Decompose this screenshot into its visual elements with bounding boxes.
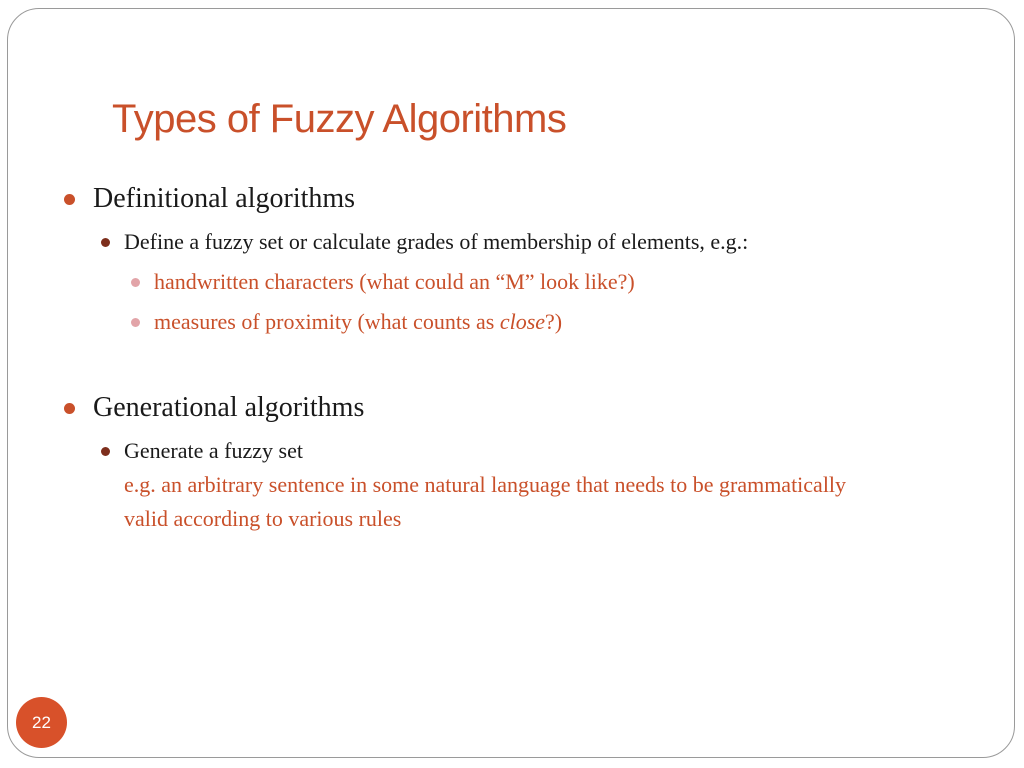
example-handwritten: handwritten characters (what could an “M” look like?)	[154, 269, 635, 294]
generational-note-line2: valid according to various rules	[124, 506, 402, 531]
section-sub-generational: Generate a fuzzy set	[124, 438, 303, 463]
slide-title: Types of Fuzzy Algorithms	[112, 97, 567, 141]
bullet-icon	[131, 278, 140, 287]
bullet-icon	[131, 318, 140, 327]
example-proximity-emphasis: close	[499, 309, 546, 334]
bullet-icon	[101, 238, 110, 247]
section-sub-definitional: Define a fuzzy set or calculate grades of membership of elements, e.g.:	[124, 229, 749, 254]
page-number-badge: 22	[16, 697, 67, 748]
bullet-icon	[64, 403, 75, 414]
section-heading-generational: Generational algorithms	[93, 392, 365, 423]
bullet-icon	[101, 447, 110, 456]
example-proximity	[154, 309, 562, 335]
bullet-icon	[64, 194, 75, 205]
example-proximity-text: measures of proximity (what counts as	[154, 309, 500, 334]
example-proximity-tail: ?)	[545, 309, 563, 334]
section-heading-definitional: Definitional algorithms	[93, 183, 356, 214]
generational-note-line1: e.g. an arbitrary sentence in some natural language that needs to be grammatically	[124, 472, 847, 497]
